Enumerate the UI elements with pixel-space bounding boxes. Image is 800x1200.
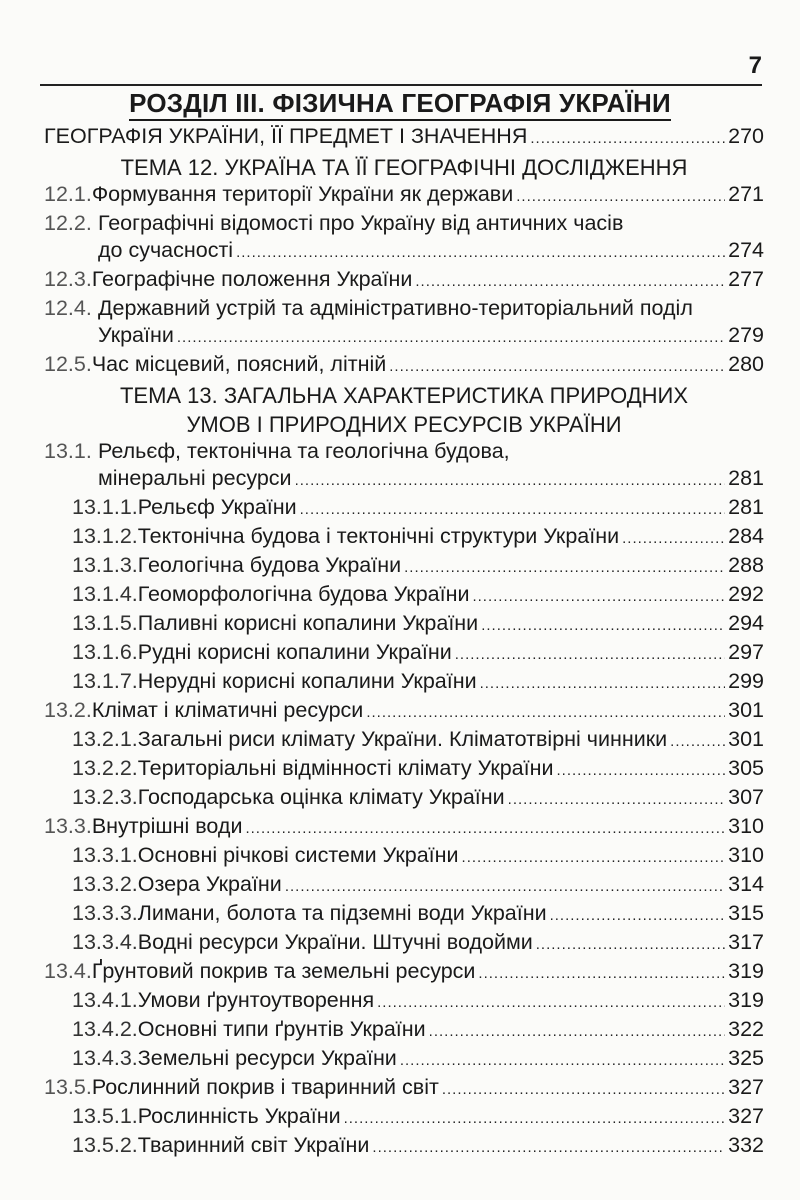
toc-subentry[interactable] xyxy=(44,495,764,524)
toc-entry-number: 13.1.2. xyxy=(72,524,138,548)
toc-entry-text: Територіальні відмінності клімату України xyxy=(137,756,554,780)
toc-entry-page: 288 xyxy=(728,553,764,577)
toc-entry-text-cont: України xyxy=(98,323,174,347)
toc-entry-number: 12.3. xyxy=(44,267,92,291)
toc-entry-number: 13.4. xyxy=(44,959,92,983)
leader-dots xyxy=(300,501,725,518)
leader-dots xyxy=(366,704,725,721)
toc-subentry[interactable] xyxy=(44,988,764,1017)
toc-entry-text: Рослинність України xyxy=(137,1104,341,1128)
toc-entry-number: 13.1.4. xyxy=(72,582,138,606)
leader-dots xyxy=(480,675,726,692)
toc-entry-number: 13.1.5. xyxy=(72,611,138,635)
toc-subentry[interactable] xyxy=(44,524,764,553)
page-number: 7 xyxy=(748,52,762,79)
subsection-list-13-1 xyxy=(44,495,764,698)
toc-subentry[interactable] xyxy=(44,901,764,930)
leader-dots xyxy=(389,358,725,375)
header-rule xyxy=(40,84,762,86)
leader-dots xyxy=(245,820,725,837)
leader-dots xyxy=(481,617,725,634)
toc-entry-12-1[interactable] xyxy=(44,182,764,211)
toc-subentry[interactable] xyxy=(44,872,764,901)
leader-dots xyxy=(344,1110,726,1127)
toc-entry-text: Озера України xyxy=(137,872,282,896)
toc-entry-page: 319 xyxy=(728,988,764,1012)
toc-entry-number: 13.1.6. xyxy=(72,640,138,664)
toc-entry-text: Паливні корисні копалини України xyxy=(137,611,479,635)
toc-entry-page: 307 xyxy=(728,785,764,809)
toc-entry-text: Внутрішні води xyxy=(91,814,243,838)
toc-entry-text: Господарська оцінка клімату України xyxy=(137,785,505,809)
section-title-text: РОЗДІЛ ІІІ. ФІЗИЧНА ГЕОГРАФІЯ УКРАЇНИ xyxy=(129,88,671,121)
toc-entry-page: 284 xyxy=(728,524,764,548)
toc-entry-number: 13.4.2. xyxy=(72,1017,138,1041)
toc-entry-text: Рельєф, тектонічна та геологічна будова, xyxy=(98,439,510,463)
toc-entry-page: 301 xyxy=(728,727,764,751)
toc-entry-text: Умови ґрунтоутворення xyxy=(137,988,375,1012)
toc-entry-13-4[interactable] xyxy=(44,959,764,988)
toc-entry-text: ГЕОГРАФІЯ УКРАЇНИ, ЇЇ ПРЕДМЕТ І ЗНАЧЕННЯ xyxy=(44,124,528,148)
toc-entry-page: 319 xyxy=(728,959,764,983)
toc-entry-number: 13.5.2. xyxy=(72,1133,138,1157)
toc-entry-page: 277 xyxy=(728,267,764,291)
toc-entry-page: 274 xyxy=(728,238,764,262)
toc-subentry[interactable] xyxy=(44,727,764,756)
toc-subentry[interactable] xyxy=(44,1017,764,1046)
toc-entry-page: 315 xyxy=(728,901,764,925)
toc-subentry[interactable] xyxy=(44,669,764,698)
toc-entry-text: Клімат і кліматичні ресурси xyxy=(91,698,364,722)
leader-dots xyxy=(404,559,725,576)
toc-entry-page: 281 xyxy=(728,495,764,519)
toc-subentry[interactable] xyxy=(44,640,764,669)
toc-entry-number: 13.3.2. xyxy=(72,872,138,896)
toc-entry-text-cont: до сучасності xyxy=(98,238,234,262)
toc-entry-text: Лимани, болота та підземні води України xyxy=(137,901,547,925)
toc-subentry[interactable] xyxy=(44,553,764,582)
leader-dots xyxy=(442,1081,725,1098)
toc-entry-13-2[interactable] xyxy=(44,698,764,727)
topic-13-heading-line1: ТЕМА 13. ЗАГАЛЬНА ХАРАКТЕРИСТИКА ПРИРОДНИХ xyxy=(119,383,689,408)
leader-dots xyxy=(285,878,725,895)
toc-entry-number: 13.2.1. xyxy=(72,727,138,751)
toc-entry-12-2[interactable] xyxy=(44,211,764,238)
toc-subentry[interactable] xyxy=(44,843,764,872)
toc-entry-text: Тваринний світ України xyxy=(137,1133,370,1157)
toc-entry-page: 327 xyxy=(728,1075,764,1099)
toc-entry-number: 13.4.1. xyxy=(72,988,138,1012)
toc-entry-text: Водні ресурси України. Штучні водойми xyxy=(137,930,533,954)
toc-entry-text: Державний устрій та адміністративно-територіальний поділ xyxy=(98,296,693,320)
leader-dots xyxy=(530,130,725,147)
toc-entry-12-5[interactable] xyxy=(44,352,764,381)
toc-entry-page: 297 xyxy=(728,640,764,664)
toc-entry-text: Геологічна будова України xyxy=(137,553,402,577)
toc-entry-number: 12.5. xyxy=(44,352,92,376)
toc-entry-number: 12.4. xyxy=(44,296,92,320)
toc-subentry[interactable] xyxy=(44,582,764,611)
toc-entry-page: 322 xyxy=(728,1017,764,1041)
leader-dots xyxy=(516,188,725,205)
leader-dots xyxy=(550,907,726,924)
toc-entry-number: 13.3.1. xyxy=(72,843,138,867)
toc-entry-13-1[interactable] xyxy=(44,439,764,466)
toc-entry-page: 317 xyxy=(728,930,764,954)
leader-dots xyxy=(455,646,725,663)
toc-entry-number: 13.3. xyxy=(44,814,92,838)
toc-entry-page: 310 xyxy=(728,814,764,838)
leader-dots xyxy=(536,936,725,953)
toc-entry-page: 325 xyxy=(728,1046,764,1070)
toc-entry-number: 12.1. xyxy=(44,182,92,206)
toc-entry-page: 292 xyxy=(728,582,764,606)
toc-entry-page: 314 xyxy=(728,872,764,896)
leader-dots xyxy=(670,733,725,750)
leader-dots xyxy=(622,530,725,547)
toc-entry-number: 13.1. xyxy=(44,439,92,463)
toc-entry-12-3[interactable] xyxy=(44,267,764,296)
toc-entry-number: 13.1.7. xyxy=(72,669,138,693)
toc-subentry[interactable] xyxy=(44,1104,764,1133)
leader-dots xyxy=(478,965,725,982)
toc-entry-page: 301 xyxy=(728,698,764,722)
toc-entry-number: 13.2.2. xyxy=(72,756,138,780)
leader-dots xyxy=(177,329,725,346)
toc-subentry[interactable] xyxy=(44,1046,764,1075)
toc-subentry[interactable] xyxy=(44,1133,764,1162)
leader-dots xyxy=(508,791,725,808)
toc-entry-text-cont: мінеральні ресурси xyxy=(98,466,292,490)
toc-entry-number: 13.3.3. xyxy=(72,901,138,925)
leader-dots xyxy=(415,273,725,290)
toc-entry-number: 13.4.3. xyxy=(72,1046,138,1070)
leader-dots xyxy=(429,1023,725,1040)
toc-entry-page: 281 xyxy=(728,466,764,490)
leader-dots xyxy=(377,994,725,1011)
toc-entry-page: 327 xyxy=(728,1104,764,1128)
subsection-list-13-5 xyxy=(44,1104,764,1162)
toc-entry-13-1-cont[interactable] xyxy=(44,466,764,495)
toc-entry-text: Рослинний покрив і тваринний світ xyxy=(91,1075,439,1099)
subsection-list-13-4 xyxy=(44,988,764,1075)
toc-entry-page: 294 xyxy=(728,611,764,635)
table-of-contents xyxy=(44,124,764,1162)
toc-entry-text: Геоморфологічна будова України xyxy=(137,582,470,606)
toc-entry-page: 299 xyxy=(728,669,764,693)
topic-13-heading-line2: УМОВ І ПРИРОДНИХ РЕСУРСІВ УКРАЇНИ xyxy=(186,412,622,437)
toc-entry-number: 13.2. xyxy=(44,698,92,722)
toc-entry-number: 13.2.3. xyxy=(72,785,138,809)
leader-dots xyxy=(295,472,726,489)
toc-entry-intro[interactable] xyxy=(44,124,764,153)
toc-entry-number: 13.1.3. xyxy=(72,553,138,577)
leader-dots xyxy=(372,1139,725,1156)
toc-entry-text: Тектонічна будова і тектонічні структури України xyxy=(137,524,620,548)
subsection-list-13-3 xyxy=(44,843,764,959)
toc-entry-text: Ґрунтовий покрив та земельні ресурси xyxy=(91,959,476,983)
section-title xyxy=(0,88,800,119)
toc-entry-13-3[interactable] xyxy=(44,814,764,843)
toc-entry-number: 13.3.4. xyxy=(72,930,138,954)
toc-entry-text: Географічні відомості про Україну від античних часів xyxy=(98,211,624,235)
toc-entry-page: 305 xyxy=(728,756,764,780)
toc-entry-text: Нерудні корисні копалини України xyxy=(137,669,477,693)
toc-subentry[interactable] xyxy=(44,930,764,959)
leader-dots xyxy=(462,849,726,866)
toc-subentry[interactable] xyxy=(44,611,764,640)
leader-dots xyxy=(472,588,725,605)
subsection-list-13-2 xyxy=(44,727,764,814)
toc-entry-number: 12.2. xyxy=(44,211,92,235)
toc-entry-text: Загальні риси клімату України. Кліматотвірні чинники xyxy=(137,727,668,751)
toc-subentry[interactable] xyxy=(44,785,764,814)
leader-dots xyxy=(557,762,726,779)
toc-entry-12-4-cont[interactable] xyxy=(44,323,764,352)
leader-dots xyxy=(236,244,725,261)
toc-subentry[interactable] xyxy=(44,756,764,785)
toc-entry-page: 271 xyxy=(728,182,764,206)
toc-entry-page: 280 xyxy=(728,352,764,376)
toc-entry-page: 332 xyxy=(728,1133,764,1157)
toc-entry-12-2-cont[interactable] xyxy=(44,238,764,267)
toc-entry-text: Формування території України як держави xyxy=(91,182,514,206)
toc-entry-number: 13.5. xyxy=(44,1075,92,1099)
toc-entry-13-5[interactable] xyxy=(44,1075,764,1104)
leader-dots xyxy=(400,1052,725,1069)
toc-entry-page: 270 xyxy=(728,124,764,148)
toc-entry-number: 13.5.1. xyxy=(72,1104,138,1128)
toc-entry-text: Основні типи ґрунтів України xyxy=(137,1017,426,1041)
toc-entry-12-4[interactable] xyxy=(44,296,764,323)
toc-entry-text: Час місцевий, поясний, літній xyxy=(91,352,387,376)
toc-entry-page: 279 xyxy=(728,323,764,347)
toc-entry-page: 310 xyxy=(728,843,764,867)
toc-entry-text: Рельєф України xyxy=(137,495,297,519)
toc-entry-text: Основні річкові системи України xyxy=(137,843,459,867)
toc-entry-text: Рудні корисні копалини України xyxy=(137,640,452,664)
toc-entry-text: Земельні ресурси України xyxy=(137,1046,397,1070)
topic-12-heading: ТЕМА 12. УКРАЇНА ТА ЇЇ ГЕОГРАФІЧНІ ДОСЛІДЖЕННЯ xyxy=(120,155,688,180)
toc-entry-number: 13.1.1. xyxy=(72,495,138,519)
toc-entry-text: Географічне положення України xyxy=(91,267,413,291)
